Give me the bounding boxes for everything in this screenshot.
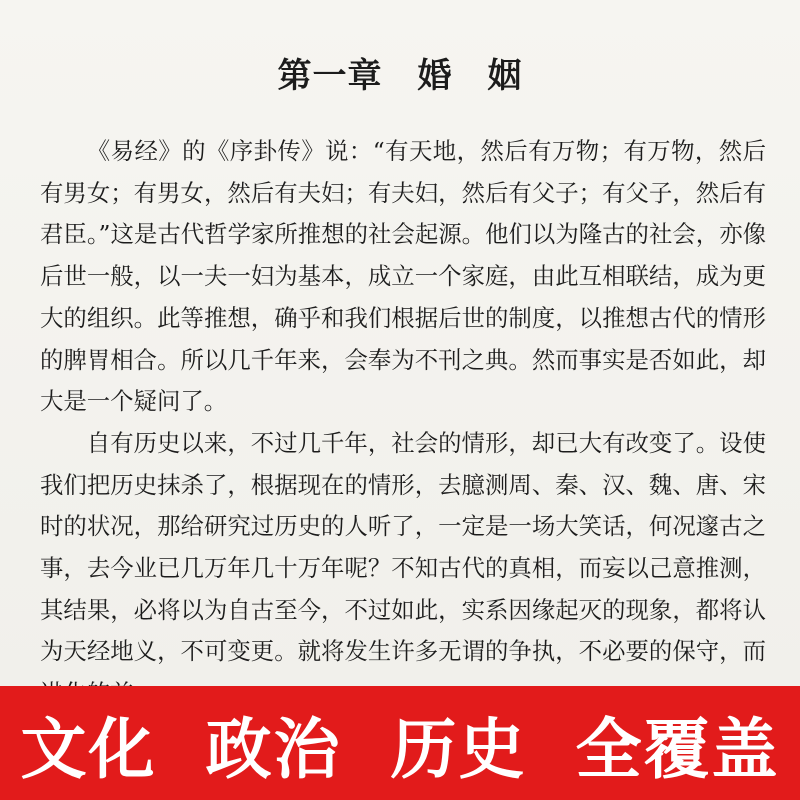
promo-banner (0, 686, 800, 800)
banner-text: 文化 政治 历史 全覆盖 (20, 710, 780, 788)
chapter-title: 第一章 婚 姻 (277, 56, 523, 96)
paragraph-2: 自有历史以来，不过几千年，社会的情形，却已大有改变了。设使我们把历史抹杀了，根据现在的情形，去臆测周、秦、汉、魏、唐、宋时的状况，那给研究过历史的人听了，一定是一场大笑话，何况邃古之事，去今业已几万年几十万年呢？不知古代的真相，而妄以己意推测，其结果，必将以为自古至今，不过如此，实系因缘起灭的现象，都将认为天经地义，不可变更。就将发生许多无谓的争执，不必要的保守，而 (40, 428, 766, 666)
chapter-body (40, 131, 766, 715)
paragraph-1: 《易经》的《序卦传》说：“有天地，然后有万物；有万物，然后有男女；有男女，然后有夫妇；有夫妇，然后有父子；有父子，然后有君臣。”这是古代哲学家所推想的社会起源。他们以为隆古的社会，亦像后世一般，以一夫一妇为基本，成立一个家庭，由此互相联结，成为更大的组织。此等推想，确乎和我们根据后世的制度，以推想古代的情形的脾胃相合。所以几千年来，会奉为不刊之典。然而事实是否如此，却大是一个疑问了。 (40, 137, 766, 416)
